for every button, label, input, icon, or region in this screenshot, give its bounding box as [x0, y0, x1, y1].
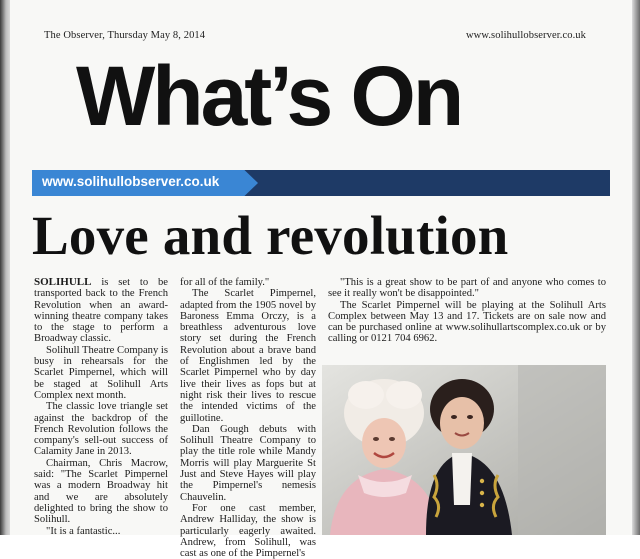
lead-word: SOLIHULL: [34, 276, 92, 288]
lead-text: is set to be transported back to the French Revolution when an award-winning theatre company takes to the stage to perform a Broadway classic.: [34, 277, 168, 345]
paragraph: Solihull Theatre Company is busy in rehearsals for the Scarlet Pimpernel, which will be staged at Solihull Arts Complex next month.: [34, 344, 168, 401]
paragraph: [34, 277, 168, 345]
white-cravat: [452, 453, 472, 505]
paragraph: "It is a fantastic...: [46, 525, 121, 537]
woman-face: [362, 418, 406, 468]
paragraph: For one cast member, Andrew Halliday, the show is particularly eagerly awaited. Andrew, from Solihull, was cast as one of the Pimpernel's: [180, 502, 316, 559]
paragraph: "This is a great show to be part of and anyone who comes to see it really won't be disappointed.": [328, 277, 606, 300]
article-column-1: [34, 277, 168, 535]
paragraph: The Scarlet Pimpernel, adapted from the 1905 novel by Baroness Emma Orczy, is a breathless adventurous love story set during the French Revolution about a brave band of Englishmen led by the Scarlet Pimpernel who by day live their lives as fops but at night risk their lives to rescue the intended victims of the guillotine.: [180, 288, 316, 424]
paragraph: for all of the family.": [180, 277, 270, 288]
article-column-3: [328, 277, 606, 345]
article-column-2: [180, 277, 316, 559]
man-face: [440, 397, 484, 449]
cast-photo: [322, 365, 606, 535]
cast-photo-illustration: [322, 365, 606, 535]
url-banner-link[interactable]: www.solihullobserver.co.uk: [42, 174, 220, 189]
section-masthead: What’s On: [76, 49, 462, 143]
paper-date: The Observer, Thursday May 8, 2014: [44, 30, 206, 41]
paragraph: The classic love triangle set against the backdrop of the French Revolution follows the company's sell-out success of Calamity Jane in 2013.: [34, 401, 168, 458]
paragraph: Chairman, Chris Macrow, said: "The Scarlet Pimpernel was a modern Broadway hit and we are absolutely delighted to bring the show to Solihull.: [34, 457, 168, 526]
paragraph: The Scarlet Pimpernel will be playing at the Solihull Arts Complex between May 13 and 17. Tickets are on sale now and can be purchased online at www.solihullartscomplex.co.uk or by calling or 0121 704 6962.: [328, 299, 606, 345]
article-headline: Love and revolution: [32, 205, 509, 266]
paper-url: www.solihullobserver.co.uk: [465, 30, 586, 41]
paragraph: Dan Gough debuts with Solihull Theatre Company to play the title role while Mandy Morris will play Marguerite St Just and Steve Hayes will play the Pimpernel's nemesis Chauvelin.: [180, 423, 316, 503]
